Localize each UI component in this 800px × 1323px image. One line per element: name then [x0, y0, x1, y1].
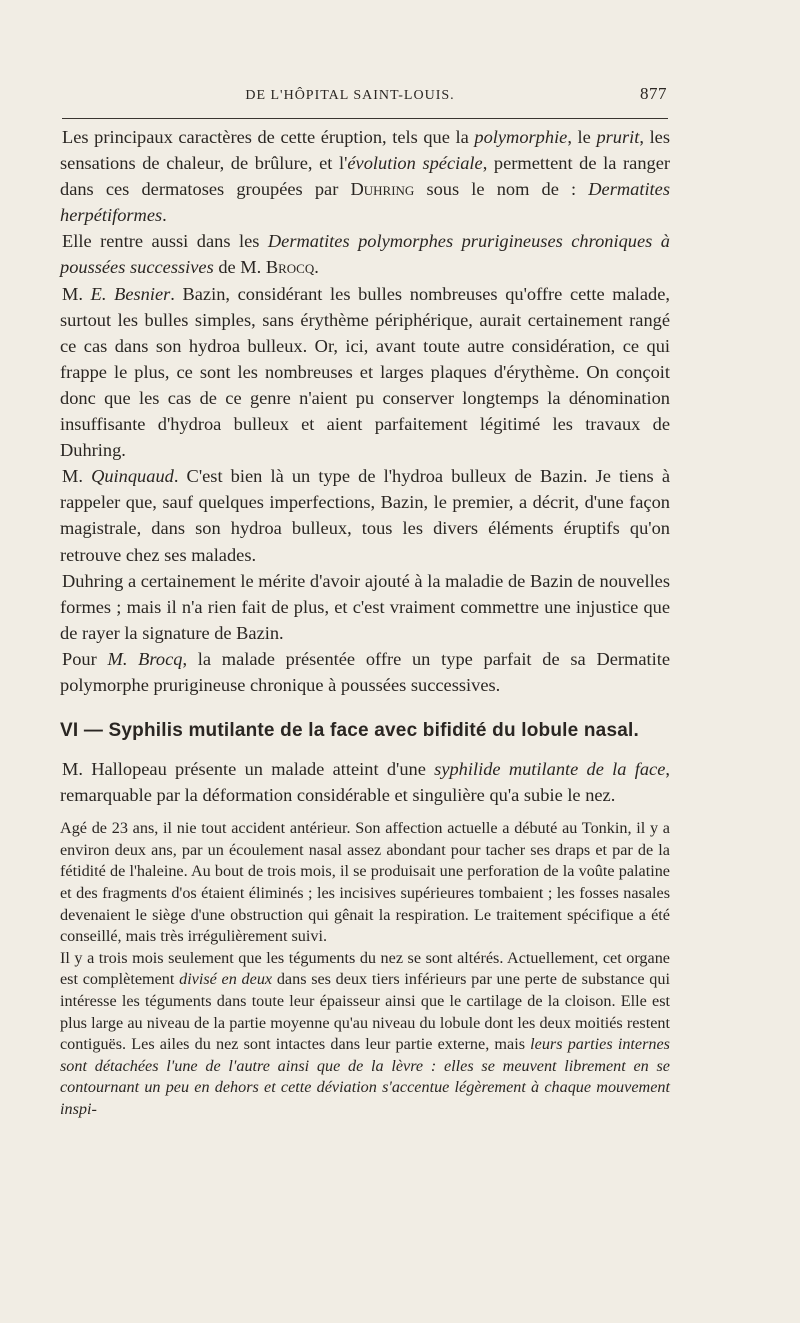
text: M.	[62, 466, 92, 487]
paragraph-brocq-opinion	[60, 646, 670, 698]
text: Duhring a certainement le mérite d'avoir ajouté à la maladie de Bazin de nouvelles formes ; mais il n'a rien fait de plus, et c'est vraiment commettre une injustice que de rayer la signature de Bazin.	[60, 570, 670, 643]
italic-text: Dermatites herpétiformes	[60, 179, 670, 226]
italic-text: Dermatites polymorphes prurigineuses chroniques à poussées successives	[60, 231, 670, 278]
paragraph-hallopeau	[60, 756, 670, 808]
text: Agé de 23 ans, il nie tout accident antérieur. Son affection actuelle a débuté au Tonkin, il y a environ deux ans, par un écoulement nasal assez abondant pour tacher ses draps et par de la fétidité de l'haleine. Au bout de trois mois, il se produisait une perforation de la voûte palatine et des fragments d'os étaient éliminés ; les incisives supérieures tombaient ; les fosses nasales devenaient le siège d'une obstruction qui gênait la respiration. Le traitement spécifique a été conseillé, mais très irrégulièrement suivi.	[60, 819, 670, 946]
italic-text: leurs parties internes sont détachées l'une de l'autre ainsi que de la lèvre : elles se meuvent librement en se contournant un peu en dehors et cette déviation s'accentue légèrement à chaque mouvement inspi-	[60, 1035, 670, 1118]
text: , permettent de la ranger dans ces dermatoses groupées par	[60, 153, 670, 200]
speaker-name: E. Besnier	[90, 283, 171, 304]
small-caps-name: Duhring	[350, 179, 415, 200]
small-caps-name: Brocq	[265, 257, 315, 278]
italic-text: prurit	[596, 127, 640, 147]
text: , le	[567, 127, 597, 147]
discussion-block	[60, 124, 670, 698]
paragraph-current-state	[60, 948, 670, 1121]
text: M. Hallopeau présente un malade atteint d'une	[62, 759, 435, 780]
page-body	[60, 124, 670, 1121]
text: .	[314, 257, 319, 278]
section-number: VI	[60, 720, 79, 742]
paragraph-eruption-characters	[60, 124, 670, 228]
text: , les sensations de chaleur, de brûlure, et l'	[60, 127, 670, 174]
text: dans ses deux tiers inférieurs par une perte de substance qui intéresse les téguments dans toute leur épaisseur ainsi que le cartilage de la cloison. Elle est plus large au niveau de la partie moyenne qu'au niveau du lobule dont les deux moitiés restent contiguës. Les ailes du nez sont intactes dans leur partie externe, mais	[60, 970, 670, 1054]
page-number: 877	[640, 84, 667, 103]
speaker-name: Quinquaud	[91, 466, 174, 487]
text: sous le nom de :	[414, 179, 589, 200]
italic-text: divisé en deux	[179, 970, 273, 989]
section-title: — Syphilis mutilante de la face avec bifidité du lobule nasal.	[78, 720, 639, 742]
text: . C'est bien là un type de l'hydroa bulleux de Bazin. Je tiens à rappeler que, sauf quelques imperfections, Bazin, le premier, a décrit, d'une façon magistrale, dans son hydroa bulleux, tous les divers éléments éruptifs qu'on retrouve chez ses malades.	[60, 466, 670, 565]
case-details-block	[60, 818, 670, 1120]
case-intro-block	[60, 756, 670, 808]
paragraph-history	[60, 818, 670, 948]
section-heading	[60, 720, 670, 742]
paragraph-brocq-class	[60, 228, 670, 280]
text: .	[162, 205, 167, 226]
italic-text: syphilide mutilante de la face	[434, 759, 666, 780]
running-head: DE L'HÔPITAL SAINT-LOUIS.	[245, 88, 455, 103]
italic-text: polymorphie	[474, 127, 568, 147]
text: Il y a trois mois seulement que les téguments du nez se sont altérés. Actuellement, cet organe est complètement	[60, 948, 670, 989]
text: Elle rentre aussi dans les	[62, 231, 268, 252]
speaker-name: M. Brocq	[107, 648, 183, 669]
header-rule	[62, 118, 668, 119]
text: . Bazin, considérant les bulles nombreuses qu'offre cette malade, surtout les bulles simples, sans érythème périphérique, aurait certainement rangé ce cas dans son hydroa bulleux. Or, ici, avant toute autre considération, ce qui frappe le plus, ce sont les nombreuses et larges plaques d'érythème. On conçoit donc que les cas de ce genre n'aient pu conserver longtemps la dénomination insuffisante d'hydroa bulleux et aient parfaitement légitimé les travaux de Duhring.	[60, 283, 670, 461]
paragraph-quinquaud	[60, 463, 670, 567]
text: Les principaux caractères de cette éruption, tels que la	[62, 127, 475, 147]
text: M.	[62, 283, 91, 304]
italic-text: évolution spéciale	[347, 153, 483, 174]
paragraph-duhring	[60, 568, 670, 646]
text: , remarquable par la déformation considérable et singulière qu'a subie le nez.	[60, 759, 670, 806]
text: , la malade présentée offre un type parfait de sa Dermatite polymorphe prurigineuse chronique à poussées successives.	[60, 648, 670, 695]
paragraph-besnier	[60, 281, 670, 464]
text: de M.	[213, 257, 266, 278]
text: Pour	[62, 648, 108, 669]
